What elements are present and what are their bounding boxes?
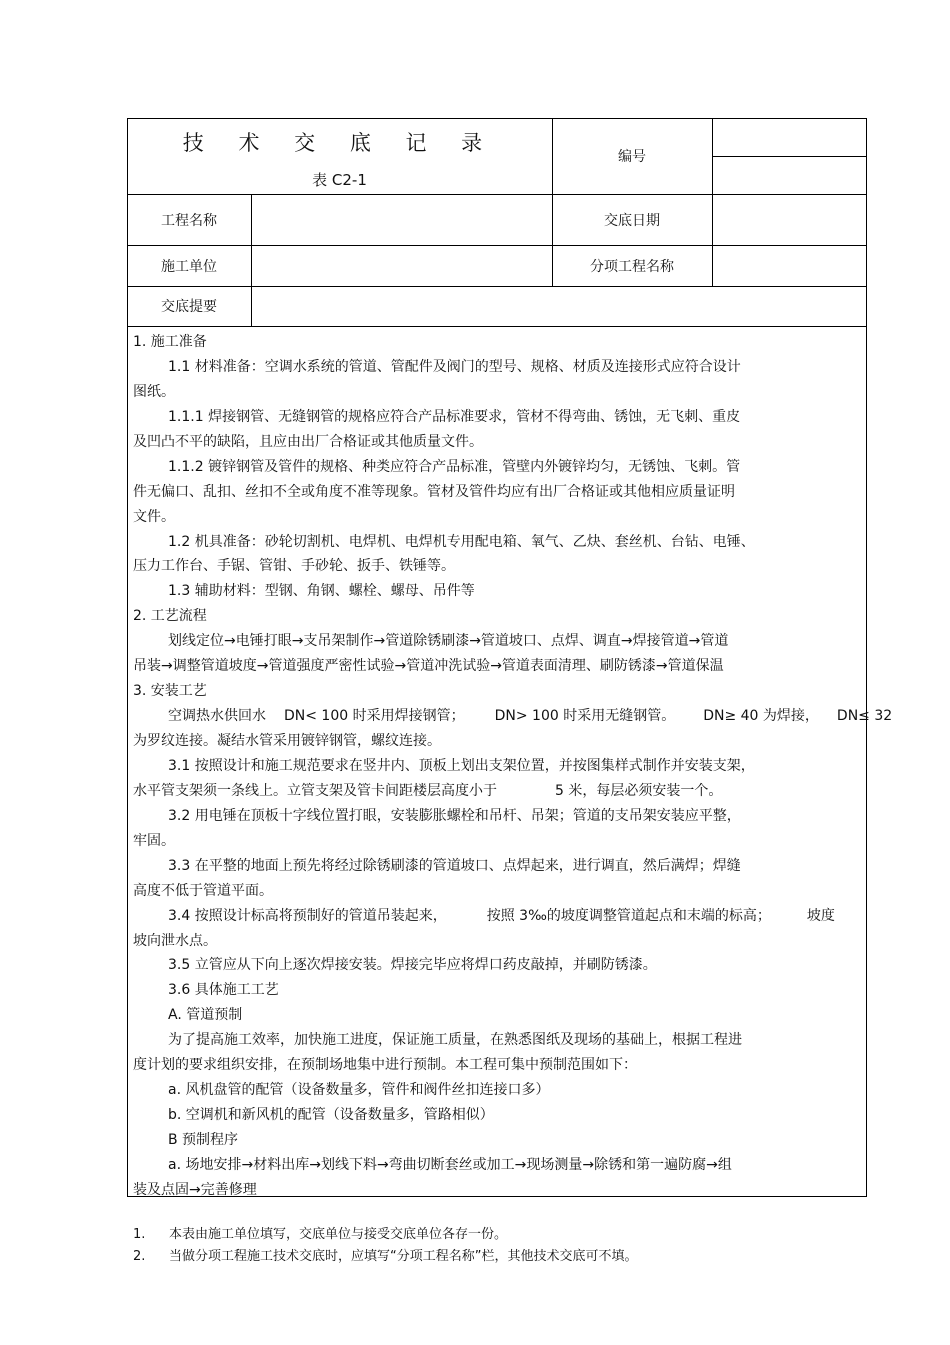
- project-name-field[interactable]: [251, 194, 552, 245]
- disclosure-date-label: 交底日期: [604, 212, 660, 229]
- section-heading: 3. 安装工艺: [133, 683, 207, 700]
- text-span: 坡度: [806, 907, 835, 924]
- paragraph-line: a. 风机盘管的配管（设备数量多，管件和阀件丝扣连接口多）: [168, 1082, 550, 1099]
- number-field-2[interactable]: [712, 156, 867, 194]
- paragraph-line: 件无偏口、乱扣、丝扣不全或角度不准等现象。管材及管件均应有出厂合格证或其他相应质量证明: [133, 483, 735, 500]
- summary-label: 交底提要: [161, 299, 217, 315]
- text-span: DN< 100 时采用焊接钢管；: [284, 708, 465, 725]
- subproject-name-field[interactable]: [712, 245, 867, 286]
- paragraph-line: 文件。: [133, 508, 175, 525]
- paragraph-line: [133, 704, 893, 729]
- text-span: 水平管支架须一条线上。立管支架及管卡间距楼层高度小于: [133, 782, 497, 799]
- row-divider: [127, 326, 867, 327]
- section-heading: 2. 工艺流程: [133, 608, 207, 625]
- paragraph-line: 图纸。: [133, 383, 175, 400]
- paragraph-line: b. 空调机和新风机的配管（设备数量多，管路相似）: [168, 1107, 494, 1124]
- paragraph-line: 压力工作台、手锯、管钳、手砂轮、扳手、铁锤等。: [133, 558, 455, 575]
- footnote-text: 当做分项工程施工技术交底时，应填写“分项工程名称”栏，其他技术交底可不填。: [169, 1249, 638, 1264]
- paragraph-line: 为了提高施工效率，加快施工进度，保证施工质量，在熟悉图纸及现场的基础上，根据工程进: [168, 1032, 742, 1049]
- form-number: 表 C2-1: [312, 170, 367, 189]
- form-title: 技 术 交 底 记 录: [182, 131, 497, 155]
- paragraph-line: 吊装→调整管道坡度→管道强度严密性试验→管道冲洗试验→管道表面清理、刷防锈漆→管道保温: [133, 658, 724, 675]
- paragraph-line: A. 管道预制: [168, 1007, 243, 1024]
- text-span: DN> 100 时采用无缝钢管。: [494, 708, 676, 725]
- paragraph-line: B 预制程序: [168, 1132, 239, 1148]
- paragraph-line: [133, 779, 861, 804]
- disclosure-content: [133, 330, 893, 1203]
- text-span: 空调热水供回水: [168, 708, 266, 725]
- footnote-number: 1.: [133, 1227, 146, 1242]
- paragraph-line: 坡向泄水点。: [133, 932, 217, 949]
- paragraph-line: 1.1.2 镀锌钢管及管件的规格、种类应符合产品标准，管壁内外镀锌均匀，无锈蚀、飞刺。管: [168, 458, 741, 475]
- paragraph-line: 装及点固→完善修理: [133, 1181, 257, 1198]
- footnotes: [133, 1224, 637, 1268]
- construction-unit-label: 施工单位: [161, 258, 217, 275]
- number-field-1[interactable]: [712, 118, 867, 156]
- project-name-label: 工程名称: [161, 212, 217, 229]
- text-span: 按照 3‰的坡度调整管道起点和末端的标高；: [486, 907, 771, 924]
- paragraph-line: 1.1 材料准备：空调水系统的管道、管配件及阀门的型号、规格、材质及连接形式应符合设计: [168, 358, 741, 375]
- paragraph-line: 度计划的要求组织安排，在预制场地集中进行预制。本工程可集中预制范围如下：: [133, 1057, 637, 1074]
- paragraph-line: 3.3 在平整的地面上预先将经过除锈刷漆的管道坡口、点焊起来，进行调直，然后满焊；焊缝: [168, 857, 741, 874]
- paragraph-line: 1.2 机具准备：砂轮切割机、电焊机、电焊机专用配电箱、氧气、乙炔、套丝机、台钻、电锤、: [168, 533, 755, 550]
- text-span: DN≤ 32: [836, 708, 893, 725]
- paragraph-line: 及凹凸不平的缺陷，且应由出厂合格证或其他质量文件。: [133, 433, 483, 450]
- paragraph-line: 为罗纹连接。凝结水管采用镀锌钢管，螺纹连接。: [133, 733, 441, 749]
- paragraph-line: 3.6 具体施工工艺: [168, 982, 279, 999]
- subproject-name-label: 分项工程名称: [590, 258, 674, 275]
- paragraph-line: 高度不低于管道平面。: [133, 882, 273, 899]
- text-span: 5 米，每层必须安装一个。: [555, 782, 723, 799]
- paragraph-line: 3.1 按照设计和施工规范要求在竖井内、顶板上划出支架位置，并按图集样式制作并安装支架，: [168, 757, 755, 774]
- footnote-item: [133, 1246, 637, 1268]
- paragraph-line: 1.1.1 焊接钢管、无缝钢管的规格应符合产品标准要求，管材不得弯曲、锈蚀，无飞刺、重皮: [168, 408, 741, 425]
- footnote-number: 2.: [133, 1249, 146, 1264]
- footnote-item: [133, 1224, 637, 1246]
- summary-field[interactable]: [251, 286, 867, 326]
- footnote-text: 本表由施工单位填写，交底单位与接受交底单位各存一份。: [169, 1227, 508, 1242]
- paragraph-line: [133, 904, 861, 929]
- paragraph-line: 3.5 立管应从下向上逐次焊接安装。焊接完毕应将焊口药皮敲掉，并刷防锈漆。: [168, 957, 657, 974]
- paragraph-line: 划线定位→电锤打眼→支吊架制作→管道除锈刷漆→管道坡口、点焊、调直→焊接管道→管道: [168, 633, 729, 650]
- construction-unit-field[interactable]: [251, 245, 552, 286]
- paragraph-line: a. 场地安排→材料出库→划线下料→弯曲切断套丝或加工→现场测量→除锈和第一遍防腐→组: [168, 1156, 732, 1173]
- section-heading: 1. 施工准备: [133, 334, 207, 350]
- text-span: DN≥ 40 为焊接，: [703, 708, 819, 725]
- paragraph-line: 3.2 用电锤在顶板十字线位置打眼，安装膨胀螺栓和吊杆、吊架；管道的支吊架安装应平整，: [168, 807, 741, 824]
- disclosure-date-field[interactable]: [712, 194, 867, 245]
- paragraph-line: 牢固。: [133, 832, 175, 849]
- number-label: 编号: [618, 149, 646, 165]
- paragraph-line: 1.3 辅助材料：型钢、角钢、螺栓、螺母、吊件等: [168, 583, 475, 600]
- text-span: 3.4 按照设计标高将预制好的管道吊装起来，: [168, 907, 447, 924]
